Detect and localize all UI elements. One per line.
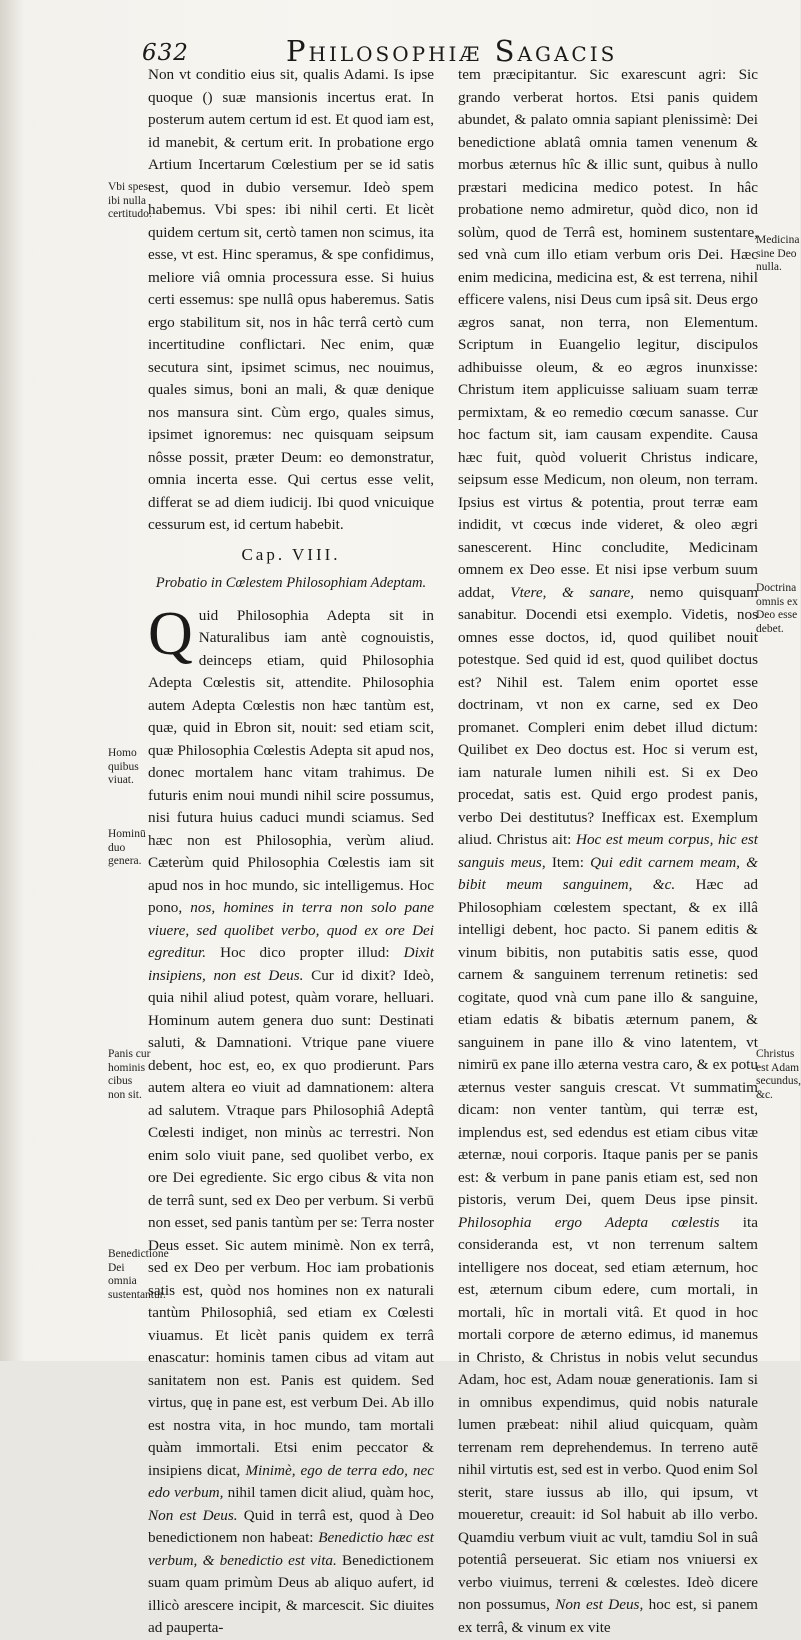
italic-quote: Vtere, & sanare, bbox=[510, 583, 635, 601]
chapter-subtitle: Probatio in Cœlestem Philosophiam Adeptam. bbox=[155, 575, 427, 591]
margin-note: Hominū duo genera. bbox=[108, 828, 146, 867]
text-run: Hoc dico propter illud: bbox=[206, 944, 404, 961]
italic-quote: Non est Deus. bbox=[148, 1506, 238, 1524]
margin-note: Homo quibus viuat. bbox=[108, 747, 139, 786]
text-run: Benedictionem suam quam primùm Deus ab aliquo aufert, id illicò arescere incipit, & marcescit. Sic diuites ad pauperta- bbox=[148, 1551, 434, 1636]
running-title: Philosophiæ Sagacis bbox=[286, 34, 618, 68]
paragraph: Non vt conditio eius sit, qualis Adami. Is ipse quoque () suæ mansionis incertus erat. In posterum autem certum id est. Et quod iam est, id manebit, & certum erit. In probatione ergo Artium Incertarum Cœlestium per se id satis est, quod in dubio versemur. Ideò spem habemus. Vbi spes: ibi nihil certi. Et licèt quidem certum sit, certò tamen non scimus, ita esse, vt est. Hinc speramus, & spe confidimus, meliore viâ omnia processura esse. Si huius certi essemus: spe nullâ opus haberemus. Satis ergo stabilitum sit, nos in hâc terrâ certò cum incertitudine conflictari. Nec enim, quæ secutura sint, ipsimet scimus, nec nouimus, quales simus, boni an mali, & quæ denique nos mansura sint. Cùm ergo, quales simus, ipsimet ignoremus: nec quisquam seipsum nôsse possit, præter Deum: eo demonstratur, omnia incerta esse. Qui certus esse velit, differat se ad diem iudicij. Ibi quod vnicuique cessurum est, id certum habebit. bbox=[148, 66, 434, 533]
margin-note: Doctrina omnis ex Deo esse debet. bbox=[756, 582, 798, 635]
page-number: 632 bbox=[142, 40, 189, 66]
text-run: Hæc ad Philosophiam cœlestem spectant, & ex illâ intelligi debent, hoc pacto. Si panem editis & vinum bibitis, non putabitis satis esse, quod carnem & sanguinem terrenum retinetis: sed cogitate, quod vnà cum pane illo & sanguine, etiam edatis & bibatis æternum panem, & sanguinem in pane illo & vino latentem, vt nimirū ex pane illo æterna vestra caro, & ex potu æternus vester sanguis crescat. Vt summatim dicam: non venter tantùm, qui terræ est, implendus est, sed edendus est etiam cibus vitæ æternæ, noui corporis. Itaque panis per se panis est: & verbum in pane panis etiam est, sed non pistoris, verum Dei, quem Deus ipse pinsit. bbox=[458, 876, 758, 1208]
italic-quote: Non est Deus, bbox=[555, 1596, 644, 1613]
right-column bbox=[458, 64, 758, 1639]
text-run: Quid in terrâ est, quod à Deo benedictionem non habeat: bbox=[148, 1506, 434, 1546]
margin-note: Panis cur hominis cibus non sit. bbox=[108, 1048, 151, 1101]
margin-note: Benedictione Dei omnia sustentantur. bbox=[108, 1248, 169, 1301]
text-run: tem præcipitantur. Sic exarescunt agri: Sic grando verberat hortos. Etsi panis quidem abundet, & palato omnia sapiant plenissimè: Dei benedictione ablatâ omnia tamen venenum & morbus æternus hîc & illic sunt, quibus à nullo præstari medicina medico potest. In hâc probatione nemo admiretur, quòd dico, non id solùm, quod de Terrâ est, hominem sustentare, sed vnà cum illo etiam verbum oris Dei. Hæc enim medicina, medicina est, & est terrena, nihil efficere valens, nisi Deus cum ipsâ sit. Deus ergo ægros sanat, non terra, non Elementum. Scriptum in Euangelio legitur, discipulos adhibuisse oleum, & eo ægros inunxisse: Christum item applicuisse saliuam suam terræ permixtam, & eo remedio cœcum sanasse. Cur hoc factum sit, iam causam expendite. Causa hæc fuit, quòd voluerit Christus indicare, seipsum esse Medicum, non oleum, non terram. Ipsius est virtus & potentia, prout terræ eam indidit, vt cœcus inde videret, & oleo ægri sanescerent. Hinc concludite, Medicinam omnem ex Deo esse. Et nisi ipse verbum suum addat, bbox=[458, 66, 758, 601]
margin-note: Christus est Adam secundus, &c. bbox=[756, 1048, 801, 1101]
text-run: ita consideranda est, vt non terrenum saltem intelligere nos doceat, sed etiam æternum, hoc est, æternum cibum edere, cum mortali, in mortali, hîc in mortali vitâ. Et quod in hoc mortali corpore de æterno edimus, id manemus in Christo, & Christus in nobis velut secundus Adam, hoc est, Adam nouæ generationis. Iam si in omnibus expendimus, quid nobis naturale lumen præbeat: nihil aliud quicquam, quàm terrenam rem deprehendemus. In terreno autē nihil virtutis est, sed est in verbo. Quod enim Sol sterit, stare iussus ab illo, qui ipsum, vt moueretur, creauit: id Sol habuit ab illo verbo. Quamdiu verbum viuit ac vult, tamdiu Sol in suâ potentiâ perseuerat. Sic etiam nos vniuersi ex verbo viuimus, terreni & cœlestes. Ideò dicere non possumus, bbox=[458, 1213, 758, 1613]
text-run: Item: bbox=[545, 853, 591, 871]
text-run: Cur id dixit? Ideò, quia nihil aliud potest, quàm vorare, helluari. Hominum autem genera duo sunt: Destinati saluti, & Damnationi. Vtrique pane viuere debent, hoc est, eo, ex quo prodierunt. Pars autem altera eo viuit ad damnationem: altera ad salutem. Vtraque pars Philosophiâ Adeptâ Cœlesti indiget, non minùs ac terrestri. Non enim solo viuit pane, sed quolibet verbo, ex ore Dei egrediente. Sic ergo cibus & vita non de terrâ sunt, sed ex Deo per verbum. Si verbū non esset, sed panis tantùm per se: Terra noster Deus esset. Sic autem minimè. Non ex terrâ, sed ex Deo per verbum. Hoc iam probationis satis est, quòd nos homines non ex naturali tantùm Philosophiâ, sed etiam ex Cœlesti viuamus. Et licèt panis quidem ex terrâ enascatur: hominis tamen cibus ad vitam aut sanitatem non est. Panis est quidem. Sed virtus, quę in pane est, est verbum Dei. Ab illo est nostra vita, in hoc mundo, tam mortali quàm immortali. Etsi enim peccator & insipiens dicat, bbox=[148, 966, 434, 1479]
italic-quote: Qui edit carnem meam, & bibit meum sanguinem, &c. bbox=[458, 853, 758, 893]
left-column bbox=[148, 64, 434, 1640]
drop-cap: Q bbox=[148, 599, 193, 668]
text-run: nihil tamen dicit aliud, quàm hoc, bbox=[223, 1484, 434, 1501]
margin-note: Medicina sine Deo nulla. bbox=[756, 234, 800, 273]
page-gutter-shadow bbox=[0, 0, 24, 1361]
paragraph bbox=[458, 64, 758, 1639]
italic-quote: Dixit insipiens, non est Deus. bbox=[148, 944, 434, 984]
italic-quote: nos, homines in terra non solo pane viuere, sed quolibet verbo, quod ex ore Dei egreditur. bbox=[148, 899, 435, 961]
paragraph bbox=[148, 599, 435, 1640]
italic-quote: Hoc est meum corpus, hic est sanguis meus, bbox=[458, 831, 758, 871]
italic-quote: Benedictio hæc est verbum, & benedictio est vita. bbox=[148, 1529, 434, 1569]
margin-note: Vbi spes: ibi nulla certitudo. bbox=[108, 181, 152, 220]
text-run: nemo quisquam sanabitur. Docendi etsi exemplo. Videtis, nos omnes esse doctos, id, quod quilibet nouit potestque. Sed quid id est, quod quilibet doctus est? Nihil est. Talem enim oportet esse doctrinam, vt non ex carne, sed ex Deo promanet. Compleri enim debet illud dictum: Quilibet ex Deo doctus est. Hoc si verum est, iam naturale lumen nihili est. Si ex Deo procedat, satis est. Quid ergo prodest panis, verbo Dei destitutus? Inefficax est. Exemplum aliud. Christus ait: bbox=[458, 583, 759, 848]
chapter-heading: Cap. VIII. bbox=[241, 544, 341, 564]
text-run: hoc est, si panem ex terrâ, & vinum ex vite bbox=[458, 1596, 758, 1636]
italic-quote: Philosophia ergo Adepta cœlestis bbox=[458, 1213, 720, 1231]
italic-quote: Minimè, ego de terra edo, nec edo verbum, bbox=[148, 1461, 434, 1501]
text-run: uid Philosophia Adepta sit in Naturalibus iam antè cognouistis, deinceps etiam, quid Philosophia Adepta Cœlestis sit, attendite. Philosophia autem Adepta Cœlestis non hæc tantùm est, quæ, quid in Ebron sit, nouit: sed etiam scit, quæ Philosophia Cœlestis Adepta sit apud nos, donec mortalem hanc vitam trahimus. De futuris enim noui mundi nihil scire possumus, nisi futura huius caduci mundi sciamus. Sed hæc non est Philosophia, verùm aliud. Cæterùm quid Philosophia Cœlestis iam sit apud nos in hoc mundo, sic intelligemus. Hoc pono, bbox=[148, 606, 434, 916]
